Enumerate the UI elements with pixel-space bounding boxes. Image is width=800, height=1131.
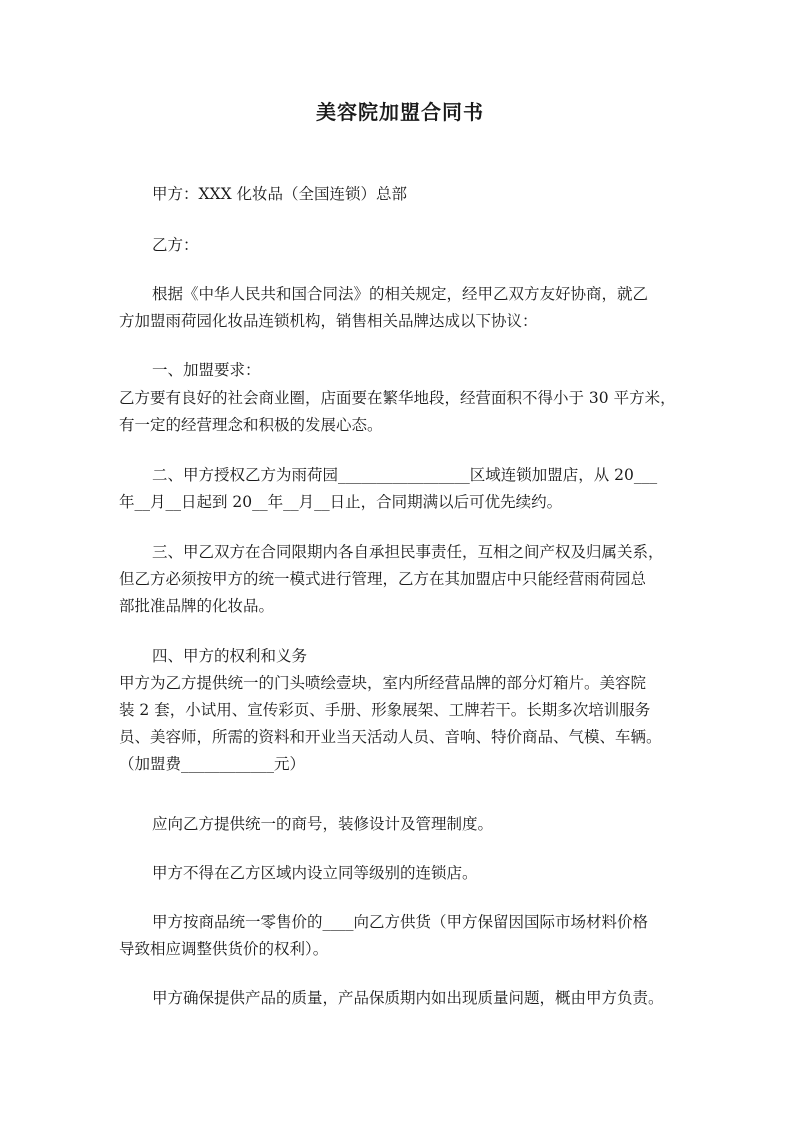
section4-line-2: 装 2 套，小试用、宣传彩页、手册、形象展架、工牌若干。长期多次培训服务 — [119, 701, 651, 719]
section4-trade-name-paragraph: 应向乙方提供统一的商号，装修设计及管理制度。 — [152, 815, 494, 833]
section4-heading: 四、甲方的权利和义务 — [152, 647, 308, 665]
section4-pricing-line-1: 甲方按商品统一零售价的____向乙方供货（甲方保留因国际市场材料价格 — [152, 913, 649, 931]
section1-line-2: 有一定的经营理念和积极的发展心态。 — [119, 416, 383, 434]
section4-quality-paragraph: 甲方确保提供产品的质量，产品保质期内如出现质量问题，概由甲方负责。 — [152, 989, 664, 1007]
section2-line-1: 二、甲方授权乙方为雨荷园_________________区域连锁加盟店，从 20___ — [152, 466, 658, 484]
section1-line-1: 乙方要有良好的社会商业圈，店面要在繁华地段，经营面积不得小于 30 平方米， — [119, 389, 676, 407]
document-title: 美容院加盟合同书 — [316, 100, 484, 124]
section4-line-3: 员、美容师，所需的资料和开业当天活动人员、音响、特价商品、气模、车辆。 — [119, 728, 662, 746]
section3-line-2: 但乙方必须按甲方的统一模式进行管理，乙方在其加盟店中只能经营雨荷园总 — [119, 570, 647, 588]
section2-line-2: 年__月__日起到 20__年__月__日止，合同期满以后可优先续约。 — [119, 493, 563, 511]
section3-line-1: 三、甲乙双方在合同限期内各自承担民事责任，互相之间产权及归属关系， — [152, 543, 664, 561]
party-a-line: 甲方：XXX 化妆品（全国连锁）总部 — [152, 185, 408, 203]
preamble-line-2: 方加盟雨荷园化妆品连锁机构，销售相关品牌达成以下协议： — [119, 312, 538, 330]
preamble-line-1: 根据《中华人民共和国合同法》的相关规定，经甲乙双方友好协商，就乙 — [152, 285, 649, 303]
section4-exclusive-area-paragraph: 甲方不得在乙方区域内设立同等级别的连锁店。 — [152, 864, 478, 882]
section4-line-1: 甲方为乙方提供统一的门头喷绘壹块，室内所经营品牌的部分灯箱片。美容院 — [119, 674, 647, 692]
section4-pricing-line-2: 导致相应调整供货价的权利）。 — [119, 940, 329, 958]
section4-fee-line: （加盟费____________元） — [119, 755, 306, 773]
section3-line-3: 部批准品牌的化妆品。 — [119, 597, 275, 615]
section1-heading: 一、加盟要求： — [152, 361, 261, 379]
party-b-line: 乙方： — [152, 236, 199, 254]
